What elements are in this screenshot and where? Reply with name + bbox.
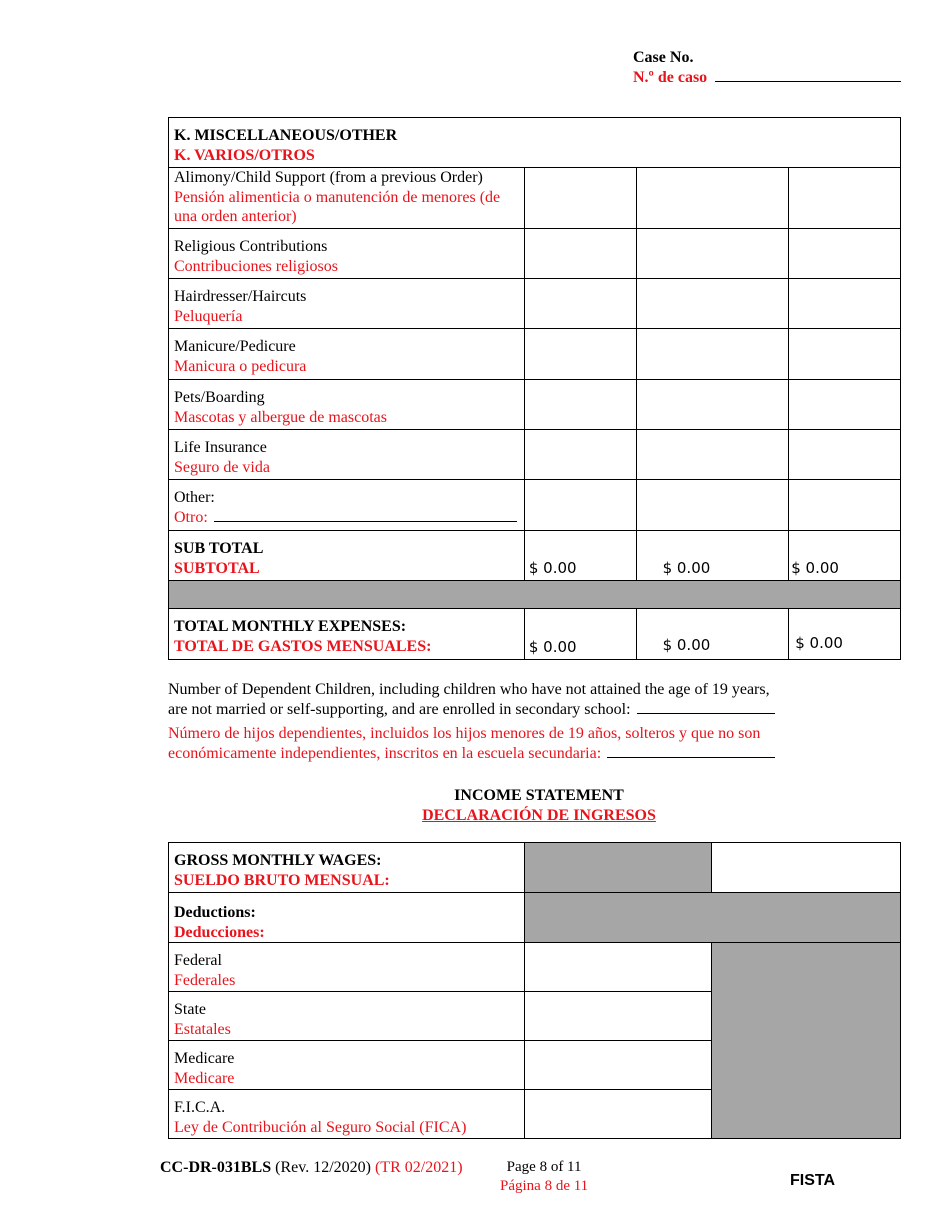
total-value[interactable]: $ 0.00 <box>789 609 901 660</box>
row-label-en: Other: <box>174 489 215 506</box>
amount-cell[interactable] <box>524 279 636 329</box>
misc-expenses-table <box>168 117 901 660</box>
row-label-es: Contribuciones religiosos <box>174 257 338 275</box>
gray-spacer <box>169 581 901 609</box>
table-row <box>169 168 901 229</box>
row-label-en: Manicure/Pedicure <box>174 338 296 355</box>
row-label-es: Manicura o pedicura <box>174 357 307 375</box>
amount-cell[interactable] <box>636 329 789 380</box>
gross-wages-label-en: GROSS MONTHLY WAGES: <box>174 852 382 869</box>
amount-cell[interactable] <box>636 279 789 329</box>
amount-cell[interactable] <box>524 992 712 1041</box>
gray-cell <box>712 943 901 1139</box>
case-no-label: Case No. <box>633 49 694 66</box>
amount-cell[interactable] <box>636 380 789 430</box>
row-label-en: Alimony/Child Support (from a previous Order) <box>174 169 483 186</box>
row-label-es: Peluquería <box>174 307 243 325</box>
amount-cell[interactable] <box>524 229 636 279</box>
form-identifier <box>160 1159 463 1177</box>
row-label <box>169 430 525 480</box>
amount-cell[interactable] <box>524 329 636 380</box>
section-k-header <box>169 118 901 168</box>
row-label-en: F.I.C.A. <box>174 1099 226 1116</box>
table-row <box>169 329 901 380</box>
income-title-es: DECLARACIÓN DE INGRESOS <box>422 807 656 824</box>
case-number-block <box>633 48 901 88</box>
subtotal-value[interactable]: $ 0.00 <box>636 531 789 581</box>
total-label-es: TOTAL DE GASTOS MENSUALES: <box>174 637 432 655</box>
row-label-es: Ley de Contribución al Seguro Social (FICA) <box>174 1118 467 1136</box>
dependents-count-field[interactable] <box>637 713 775 714</box>
amount-cell[interactable] <box>636 430 789 480</box>
table-row <box>169 480 901 531</box>
gray-cell <box>524 893 900 943</box>
row-label-es: Otro: <box>174 508 208 526</box>
subtotal-label-en: SUB TOTAL <box>174 540 264 557</box>
page-number-en: Page 8 of 11 <box>506 1159 582 1175</box>
deductions-label <box>169 893 525 943</box>
subtotal-value[interactable]: $ 0.00 <box>524 531 636 581</box>
amount-cell[interactable] <box>524 430 636 480</box>
dependents-text-en-1: Number of Dependent Children, including children who have not attained the age of 19 years, <box>168 681 770 698</box>
gross-wages-label-es: SUELDO BRUTO MENSUAL: <box>174 871 390 889</box>
dependents-count-field-es[interactable] <box>607 757 775 758</box>
row-label <box>169 1090 525 1139</box>
case-no-label-es: N.º de caso <box>633 69 708 86</box>
total-label <box>169 609 525 660</box>
total-value[interactable]: $ 0.00 <box>524 609 636 660</box>
deductions-label-es: Deducciones: <box>174 923 265 941</box>
dependents-text-en-2: are not married or self-supporting, and are enrolled in secondary school: <box>168 701 631 718</box>
amount-cell[interactable] <box>789 229 901 279</box>
amount-cell[interactable] <box>524 168 636 229</box>
row-label-es: Seguro de vida <box>174 458 270 476</box>
row-label <box>169 380 525 430</box>
amount-cell[interactable] <box>636 480 789 531</box>
table-row <box>169 279 901 329</box>
section-k-title-es: K. VARIOS/OTROS <box>174 146 315 164</box>
amount-cell[interactable] <box>789 480 901 531</box>
page-number <box>500 1158 588 1196</box>
subtotal-label-es: SUBTOTAL <box>174 559 260 577</box>
amount-cell[interactable] <box>524 943 712 992</box>
dependents-statement <box>168 680 868 764</box>
amount-cell[interactable] <box>789 430 901 480</box>
row-label-en: Religious Contributions <box>174 238 328 255</box>
income-table <box>168 842 901 1139</box>
amount-cell[interactable] <box>636 168 789 229</box>
row-label <box>169 329 525 380</box>
row-label <box>169 992 525 1041</box>
total-row <box>169 609 901 660</box>
row-label-en: Life Insurance <box>174 439 267 456</box>
form-code: CC-DR-031BLS <box>160 1159 272 1176</box>
row-label-en: State <box>174 1001 206 1018</box>
income-title-en: INCOME STATEMENT <box>454 787 624 804</box>
deductions-row <box>169 893 901 943</box>
total-value[interactable]: $ 0.00 <box>636 609 789 660</box>
row-label <box>169 279 525 329</box>
subtotal-value[interactable]: $ 0.00 <box>789 531 901 581</box>
gross-wages-row <box>169 843 901 893</box>
gray-cell <box>524 843 712 893</box>
form-revision: (Rev. 12/2020) <box>275 1159 371 1176</box>
gross-wages-amount[interactable] <box>712 843 901 893</box>
row-label-es: Medicare <box>174 1069 235 1087</box>
row-label <box>169 1041 525 1090</box>
row-label-en: Federal <box>174 952 222 969</box>
row-label-es: Estatales <box>174 1020 231 1038</box>
total-label-en: TOTAL MONTHLY EXPENSES: <box>174 618 407 635</box>
amount-cell[interactable] <box>789 168 901 229</box>
row-label <box>169 943 525 992</box>
row-label-en: Hairdresser/Haircuts <box>174 288 307 305</box>
gross-wages-label <box>169 843 525 893</box>
deductions-label-en: Deductions: <box>174 904 256 921</box>
row-label-es: Federales <box>174 971 236 989</box>
row-label-en: Pets/Boarding <box>174 389 265 406</box>
row-label <box>169 168 525 229</box>
amount-cell[interactable] <box>524 480 636 531</box>
amount-cell[interactable] <box>789 279 901 329</box>
case-no-field[interactable] <box>715 81 901 82</box>
row-label-es: Pensión alimenticia o manutención de menores (de una orden anterior) <box>174 188 501 225</box>
amount-cell[interactable] <box>789 380 901 430</box>
income-statement-heading <box>0 786 950 826</box>
amount-cell[interactable] <box>524 380 636 430</box>
subtotal-row <box>169 531 901 581</box>
row-label <box>169 229 525 279</box>
row-label <box>169 480 525 531</box>
table-row <box>169 380 901 430</box>
table-row <box>169 943 901 992</box>
subtotal-label <box>169 531 525 581</box>
other-description-field[interactable] <box>214 521 517 522</box>
row-label-es: Mascotas y albergue de mascotas <box>174 408 387 426</box>
row-label-en: Medicare <box>174 1050 235 1067</box>
dependents-text-es-1: Número de hijos dependientes, incluidos los hijos menores de 19 años, solteros y que no son <box>168 725 761 742</box>
amount-cell[interactable] <box>789 329 901 380</box>
form-translation-date: (TR 02/2021) <box>374 1159 463 1176</box>
table-row <box>169 430 901 480</box>
amount-cell[interactable] <box>636 229 789 279</box>
page-number-es: Página 8 de 11 <box>500 1178 589 1194</box>
dependents-text-es-2: económicamente independientes, inscritos en la escuela secundaria: <box>168 745 602 762</box>
table-row <box>169 229 901 279</box>
amount-cell[interactable] <box>524 1090 712 1139</box>
fista-label: FISTA <box>790 1172 836 1189</box>
amount-cell[interactable] <box>524 1041 712 1090</box>
spacer-row <box>169 581 901 609</box>
section-k-title: K. MISCELLANEOUS/OTHER <box>174 127 398 144</box>
